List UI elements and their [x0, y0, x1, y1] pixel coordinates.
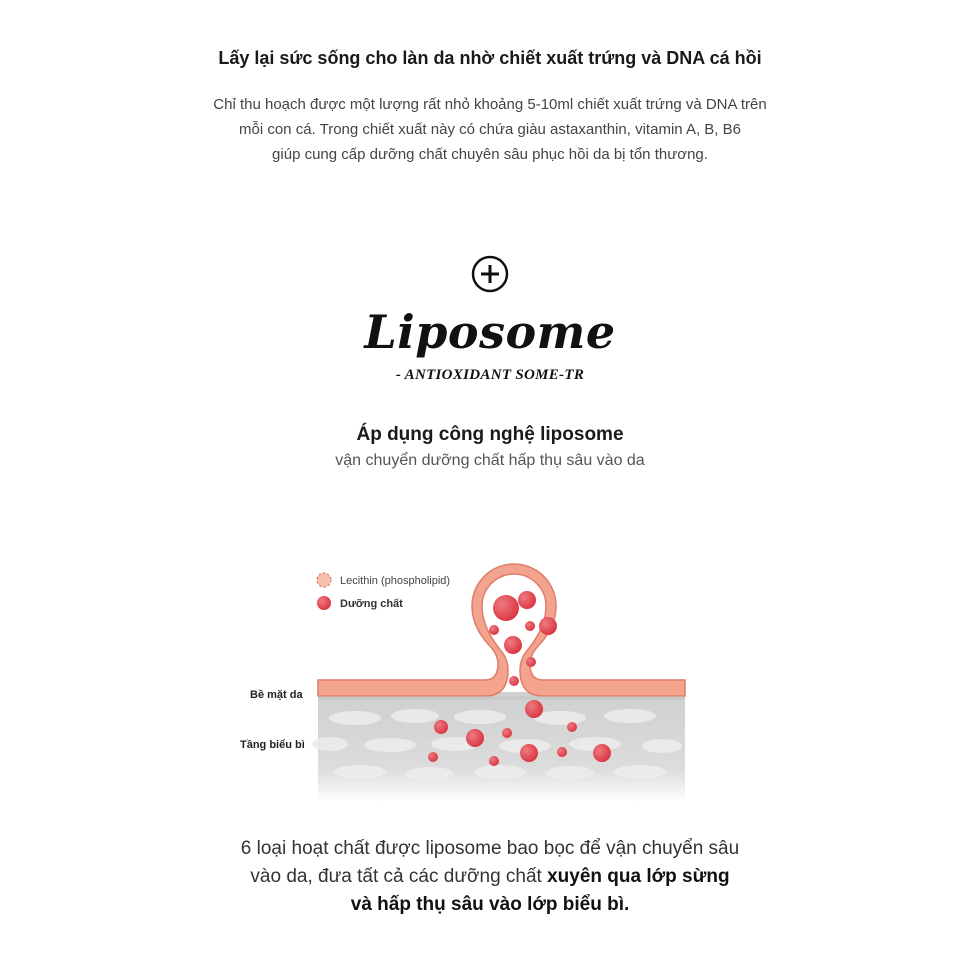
conclusion-text — [0, 835, 980, 919]
intro-line-3: giúp cung cấp dưỡng chất chuyên sâu phục hồi da bị tổn thương. — [272, 146, 708, 163]
conclusion-line-1: 6 loại hoạt chất được liposome bao bọc để vận chuyển sâu — [240, 838, 740, 859]
conclusion-line-2-plain: vào da, đưa tất cả các dưỡng chất — [250, 866, 548, 887]
legend-lecithin-label: Lecithin (phospholipid) — [340, 575, 451, 587]
intro-line-1: Chỉ thu hoạch được một lượng rất nhỏ khoảng 5-10ml chiết xuất trứng và DNA trên — [213, 96, 767, 113]
conclusion-line-2-bold: xuyên qua lớp sừng — [547, 866, 730, 887]
liposome-diagram — [230, 560, 700, 820]
intro-paragraph — [0, 92, 980, 167]
technology-heading: Áp dụng công nghệ liposome — [356, 424, 624, 445]
plus-circle-icon — [471, 255, 509, 293]
legend-nutrient-swatch — [317, 596, 331, 610]
label-epidermis: Tầng biểu bì — [240, 739, 305, 751]
brand-tagline: - ANTIOXIDANT SOME-TR — [395, 367, 585, 383]
conclusion-line-3 — [0, 891, 980, 919]
intro-line-2: mỗi con cá. Trong chiết xuất này có chứa giàu astaxanthin, vitamin A, B, B6 — [239, 121, 741, 138]
technology-subheading: vận chuyển dưỡng chất hấp thụ sâu vào da — [335, 452, 645, 469]
brand-title: Liposome — [364, 305, 616, 359]
conclusion-line-2 — [0, 863, 980, 891]
legend-nutrient-label: Dưỡng chất — [340, 598, 403, 610]
intro-headline: Lấy lại sức sống cho làn da nhờ chiết xuất trứng và DNA cá hồi — [218, 48, 762, 68]
conclusion-line-3-bold: và hấp thụ sâu vào lớp biểu bì. — [350, 894, 630, 915]
label-skin-surface: Bề mặt da — [250, 689, 303, 701]
legend-lecithin-swatch — [317, 573, 331, 587]
